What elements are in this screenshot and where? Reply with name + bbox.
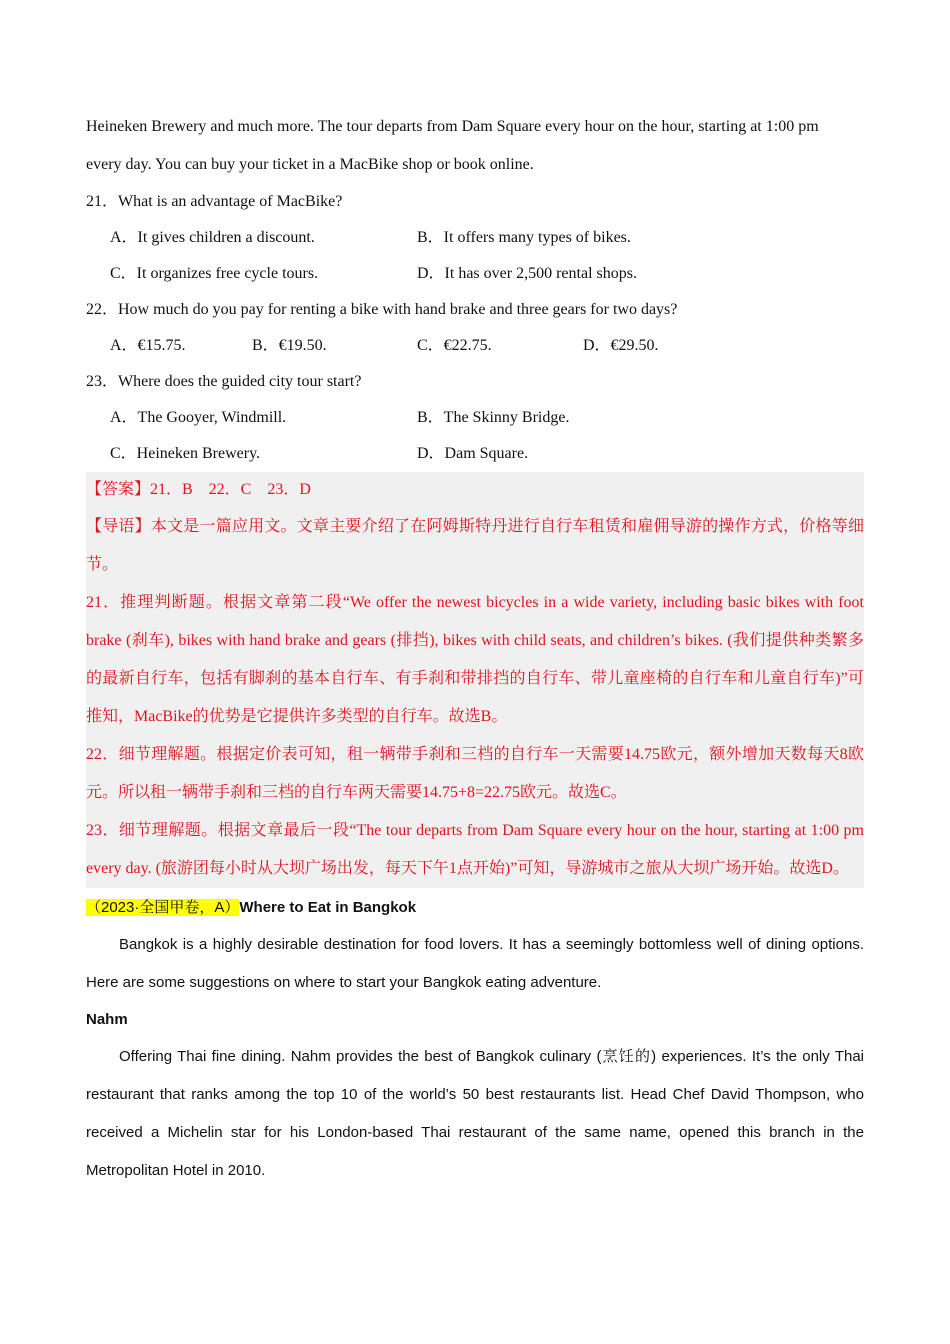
q22-option-c: C．€22.75. — [417, 337, 492, 354]
intro-line-1: Heineken Brewery and much more. The tour departs from Dam Square every hour on the hour, starting at 1:00 pm — [86, 118, 819, 135]
passage-title: Where to Eat in Bangkok — [239, 899, 417, 916]
intro-line-2: every day. You can buy your ticket in a MacBike shop or book online. — [86, 156, 534, 173]
answer-q23-explanation: 23．细节理解题。根据文章最后一段“The tour departs from Dam Square every hour on the hour, starting at 1:00 pm every day. (旅游团每小时从大坝广场出发，每天下午1点开始)”可知，导游城市之旅从大坝广场开始。故选D。 — [86, 822, 864, 877]
q21-option-c: C．It organizes free cycle tours. — [110, 265, 319, 282]
answer-guide: 【导语】本文是一篇应用文。文章主要介绍了在阿姆斯特丹进行自行车租赁和雇佣导游的操作方式，价格等细节。 — [86, 518, 864, 573]
passage-heading — [86, 890, 864, 926]
q23-option-c: C．Heineken Brewery. — [110, 445, 261, 462]
document-page — [86, 108, 864, 1190]
passage-intro: Bangkok is a highly desirable destination for food lovers. It has a seemingly bottomless well of dining options. Here are some suggestions on where to start your Bangkok eating adventure. — [86, 936, 864, 991]
answer-explanation-block — [86, 472, 864, 888]
q21-option-a: A．It gives children a discount. — [110, 229, 315, 246]
section-body-nahm: Offering Thai fine dining. Nahm provides the best of Bangkok culinary (烹饪的) experiences. It’s the only Thai restaurant that ranks among the top 10 of the world’s 50 best restaurants list. Head Chef David Thompson, who received a Michelin star for his London-based Thai restaurant of the same name, opened this branch in the Metropolitan Hotel in 2010. — [86, 1048, 864, 1179]
question-23-options-row-1 — [86, 400, 864, 436]
q23-option-b: B．The Skinny Bridge. — [417, 409, 570, 426]
q23-option-a: A．The Gooyer, Windmill. — [110, 409, 287, 426]
question-23: 23．Where does the guided city tour start? — [86, 373, 362, 390]
q23-option-d: D．Dam Square. — [417, 445, 529, 462]
question-22-options — [86, 328, 864, 364]
question-21-options-row-1 — [86, 220, 864, 256]
q22-option-b: B．€19.50. — [252, 337, 327, 354]
q21-option-d: D．It has over 2,500 rental shops. — [417, 265, 637, 282]
question-21: 21．What is an advantage of MacBike? — [86, 193, 343, 210]
q22-option-a: A．€15.75. — [110, 337, 186, 354]
passage-source-tag: （2023·全国甲卷，A） — [86, 899, 240, 916]
q21-option-b: B．It offers many types of bikes. — [417, 229, 631, 246]
answer-q22-explanation: 22．细节理解题。根据定价表可知，租一辆带手刹和三档的自行车一天需要14.75欧元，额外增加天数每天8欧元。所以租一辆带手刹和三档的自行车两天需要14.75+8=22.75欧元。故选C。 — [86, 746, 864, 801]
q22-option-d: D．€29.50. — [583, 337, 659, 354]
answer-q21-explanation: 21．推理判断题。根据文章第二段“We offer the newest bicycles in a wide variety, including basic bikes with foot brake (刹车), bikes with hand brake and gears (排挡), bikes with child seats, and children’s bikes. (我们提供种类繁多的最新自行车，包括有脚刹的基本自行车、有手刹和带排挡的自行车、带儿童座椅的自行车和儿童自行车)”可推知，MacBike的优势是它提供许多类型的自行车。故选B。 — [86, 594, 864, 725]
question-22: 22．How much do you pay for renting a bike with hand brake and three gears for two days? — [86, 301, 678, 318]
question-23-options-row-2 — [86, 436, 864, 472]
section-title-nahm: Nahm — [86, 1011, 128, 1028]
question-21-options-row-2 — [86, 256, 864, 292]
answer-key: 【答案】21．B 22．C 23．D — [86, 481, 311, 498]
